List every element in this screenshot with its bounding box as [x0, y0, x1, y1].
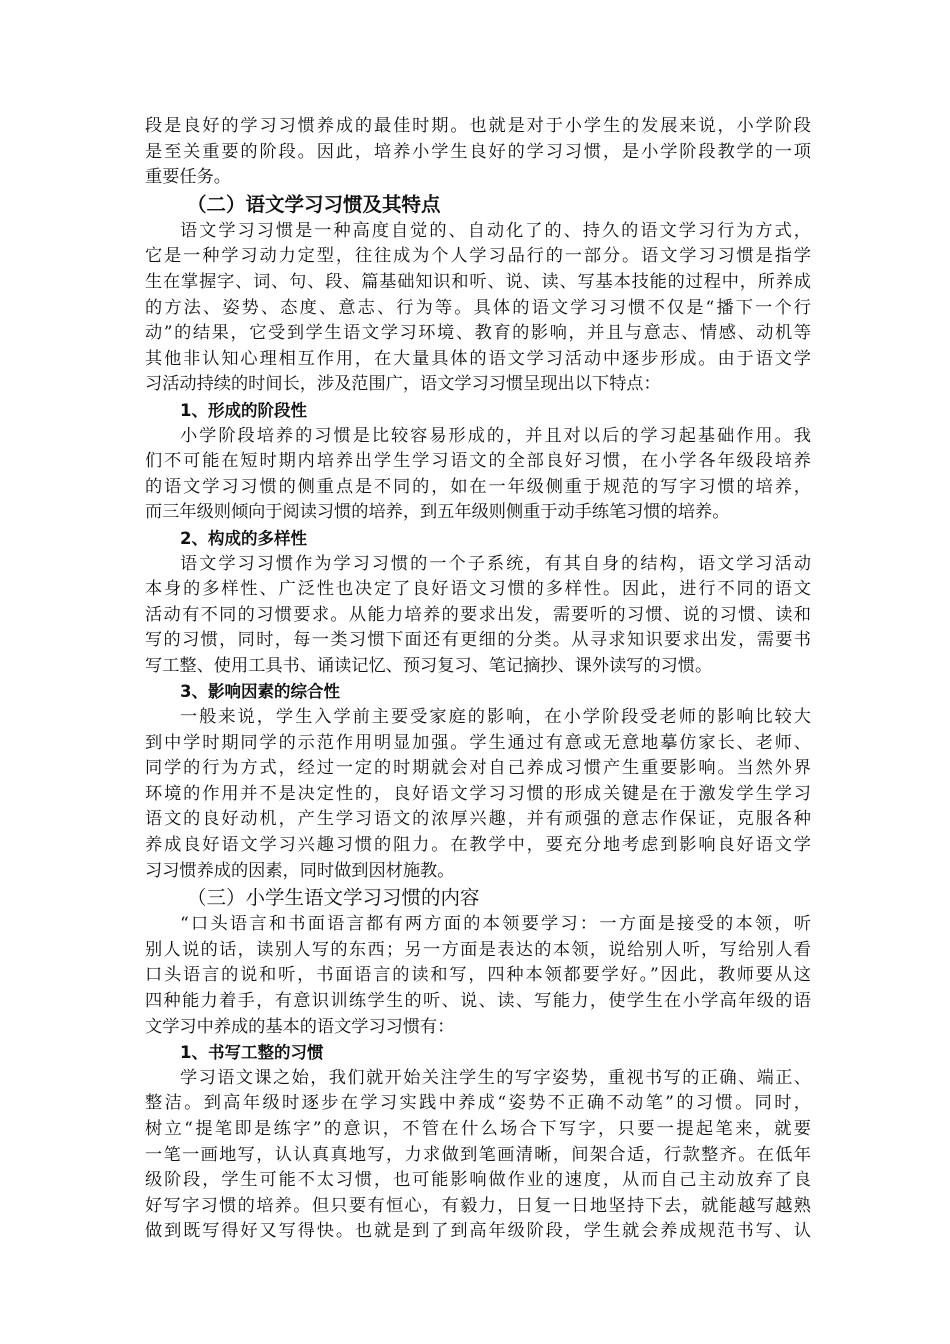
text-line: 做到既写得好又写得快。也就是到了到高年级阶段，学生就会养成规范书写、认: [145, 1221, 811, 1242]
text-line: 的方法、姿势、态度、意志、行为等。具体的语文学习习惯不仅是“播下一个行: [145, 297, 811, 318]
text-line: 动”的结果，它受到学生语文学习环境、教育的影响，并且与意志、情感、动机等: [145, 323, 811, 344]
subsection-heading: 1、形成的阶段性: [180, 400, 307, 420]
feature2-paragraph: [145, 552, 811, 680]
text-line: 语文的良好动机，产生学习语文的浓厚兴趣，并有顽强的意志作保证，克服各种: [145, 809, 811, 830]
text-line: 级阶段，学生可能不太习惯，也可能影响做作业的速度，从而自己主动放弃了良: [145, 1170, 811, 1191]
text-line: 其他非认知心理相互作用，在大量具体的语文学习活动中逐步形成。由于语文学: [145, 348, 811, 369]
text-line: “口头语言和书面语言都有两方面的本领要学习：一方面是接受的本领，听: [180, 914, 811, 935]
text-line: 四种能力着手，有意识训练学生的听、说、读、写能力，使学生在小学高年级的语: [145, 991, 811, 1011]
text-line: 活动有不同的习惯要求。从能力培养的要求出发，需要听的习惯、说的习惯、读和: [145, 604, 811, 625]
text-line: 小学阶段培养的习惯是比较容易形成的，并且对以后的学习起基础作用。我: [180, 425, 811, 446]
text-line: 习活动持续的时间长，涉及范围广，语文学习习惯呈现出以下特点：: [145, 374, 661, 395]
text-line: 好写字习惯的培养。但只要有恒心，有毅力，日复一日地坚持下去，就能越写越熟: [145, 1195, 811, 1216]
text-line: 养成良好语文学习兴趣习惯的阻力。在教学中，要充分地考虑到影响良好语文学: [145, 835, 811, 856]
intro-paragraph: [145, 114, 811, 191]
feature1-paragraph: [145, 424, 811, 526]
text-line: 本身的多样性、广泛性也决定了良好语文习惯的多样性。因此，进行不同的语文: [145, 579, 811, 600]
text-line: 语文学习习惯是一种高度自觉的、自动化了的、持久的语文学习行为方式，: [180, 220, 811, 241]
habit1-paragraph: [145, 1066, 811, 1245]
text-line: 写工整、使用工具书、诵读记忆、预习复习、笔记摘抄、课外读写的习惯。: [145, 655, 713, 676]
text-line: 到中学时期同学的示范作用明显加强。学生通过有意或无意地摹仿家长、老师、: [145, 732, 811, 753]
text-line: 别人说的话，读别人写的东西；另一方面是表达的本领，说给别人听，写给别人看: [145, 939, 811, 960]
text-line: 学习语文课之始，我们就开始关注学生的写字姿势，重视书写的正确、端正、: [180, 1067, 811, 1088]
text-line: 口头语言的说和听，书面语言的读和写，四种本领都要学好。”因此，教师要从这: [145, 965, 811, 986]
section-heading: （二）语文学习习惯及其特点: [187, 192, 441, 216]
text-line: 环境的作用并不是决定性的，良好语文学习习惯的形成关键是在于激发学生学习: [145, 783, 811, 804]
subsection-heading: 2、构成的多样性: [180, 528, 307, 548]
text-line: 习习惯养成的因素，同时做到因材施教。: [145, 860, 455, 881]
text-line: 写的习惯，同时，每一类习惯下面还有更细的分类。从寻求知识要求出发，需要书: [145, 630, 811, 651]
text-line: 它是一种学习动力定型，往往成为个人学习品行的一部分。语文学习习惯是指学: [145, 246, 811, 267]
text-line: 是至关重要的阶段。因此，培养小学生良好的学习习惯，是小学阶段教学的一项: [145, 141, 811, 162]
text-line: 生在掌握字、词、句、段、篇基础知识和听、说、读、写基本技能的过程中，所养成: [145, 271, 811, 292]
section-heading: （三）小学生语文学习习惯的内容: [187, 886, 480, 910]
subsection-heading: 3、影响因素的综合性: [180, 682, 340, 702]
text-line: 而三年级则倾向于阅读习惯的培养，到五年级则侧重于动手练笔习惯的培养。: [145, 502, 730, 523]
text-line: 树立“提笔即是练字”的意识，不管在什么场合下写字，只要一提起笔来，就要: [145, 1118, 811, 1139]
section3-paragraph: [145, 912, 811, 1040]
document-page: [145, 114, 811, 1245]
text-line: 语文学习习惯作为学习习惯的一个子系统，有其自身的结构，语文学习活动: [180, 553, 811, 574]
text-line: 一般来说，学生入学前主要受家庭的影响，在小学阶段受老师的影响比较大: [180, 707, 811, 728]
text-line: 整洁。到高年级时逐步在学习实践中养成“姿势不正确不动笔”的习惯。同时，: [145, 1093, 811, 1114]
text-line: 文学习中养成的基本的语文学习习惯有：: [145, 1016, 455, 1037]
text-line: 们不可能在短时期内培养出学生学习语文的全部良好习惯，在小学各年级段培养: [145, 451, 811, 472]
text-line: 同学的行为方式，经过一定的时期就会对自己养成习惯产生重要影响。当然外界: [145, 758, 811, 779]
text-line: 一笔一画地写，认认真真地写，力求做到笔画清晰，间架合适，行款整齐。在低年: [145, 1144, 811, 1165]
text-line: 段是良好的学习习惯养成的最佳时期。也就是对于小学生的发展来说，小学阶段: [145, 116, 811, 136]
text-line: 重要任务。: [145, 167, 231, 188]
feature3-paragraph: [145, 705, 811, 884]
section2-paragraph: [145, 219, 811, 398]
subsection-heading: 1、书写工整的习惯: [180, 1043, 324, 1063]
text-line: 的语文学习习惯的侧重点是不同的，如在一年级侧重于规范的写字习惯的培养，: [145, 476, 811, 497]
